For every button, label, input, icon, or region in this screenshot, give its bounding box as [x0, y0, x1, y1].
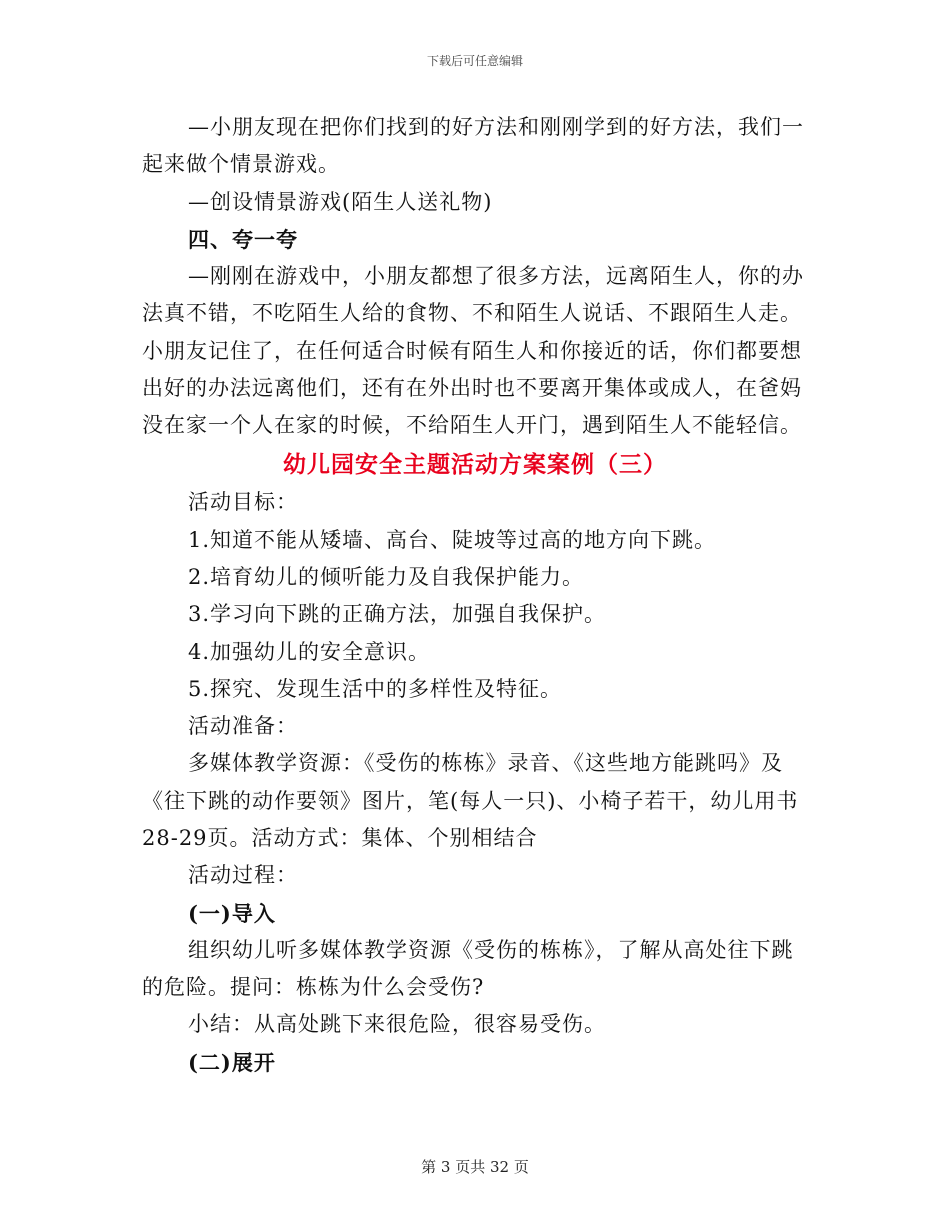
list-item: 1.知道不能从矮墙、高台、陡坡等过高的地方向下跳。 — [188, 528, 717, 552]
paragraph-line: 组织幼儿听多媒体教学资源《受伤的栋栋》，了解从高处往下跳 — [188, 938, 794, 962]
paragraph-line: 活动过程： — [188, 863, 298, 887]
paragraph-line: —创设情景游戏(陌生人送礼物) — [188, 190, 493, 214]
list-item: 4.加强幼儿的安全意识。 — [188, 640, 431, 664]
paragraph-line: 28-29页。活动方式：集体、个别相结合 — [142, 826, 538, 850]
paragraph-line: 起来做个情景游戏。 — [142, 152, 340, 176]
section-heading: 四、夸一夸 — [188, 227, 298, 252]
section-heading: (二)展开 — [188, 1050, 276, 1075]
paragraph-line: 活动准备： — [188, 714, 298, 738]
paragraph-line: 多媒体教学资源：《受伤的栋栋》录音、《这些地方能跳吗》及 — [188, 751, 783, 775]
paragraph-line: 小结：从高处跳下来很危险，很容易受伤。 — [188, 1012, 606, 1036]
paragraph-line: —小朋友现在把你们找到的好方法和刚刚学到的好方法，我们一 — [188, 115, 804, 139]
section-title: 幼儿园安全主题活动方案案例（三） — [283, 452, 667, 478]
list-item: 5.探究、发现生活中的多样性及特征。 — [188, 677, 563, 701]
paragraph-line: 小朋友记住了，在任何适合时候有陌生人和你接近的话，你们都要想 — [142, 339, 802, 363]
paragraph-line: 出好的办法远离他们，还有在外出时也不要离开集体或成人，在爸妈 — [142, 376, 802, 400]
paragraph-line: 的危险。提问：栋栋为什么会受伤? — [142, 975, 485, 999]
paragraph-line: 没在家一个人在家的时候，不给陌生人开门，遇到陌生人不能轻信。 — [142, 413, 802, 437]
paragraph-line: 法真不错，不吃陌生人给的食物、不和陌生人说话、不跟陌生人走。 — [142, 301, 802, 325]
paragraph-line: 《往下跳的动作要领》图片，笔(每人一只)、小椅子若干，幼儿用书 — [142, 789, 799, 813]
page-footer: 第 3 页共 32 页 — [421, 1158, 529, 1176]
list-item: 2.培育幼儿的倾听能力及自我保护能力。 — [188, 565, 585, 589]
section-heading: (一)导入 — [188, 901, 276, 926]
paragraph-line: 活动目标： — [188, 490, 298, 514]
list-item: 3.学习向下跳的正确方法，加强自我保护。 — [188, 602, 607, 626]
page-header: 下载后可任意编辑 — [426, 54, 523, 68]
paragraph-line: —刚刚在游戏中，小朋友都想了很多方法，远离陌生人，你的办 — [188, 264, 804, 288]
